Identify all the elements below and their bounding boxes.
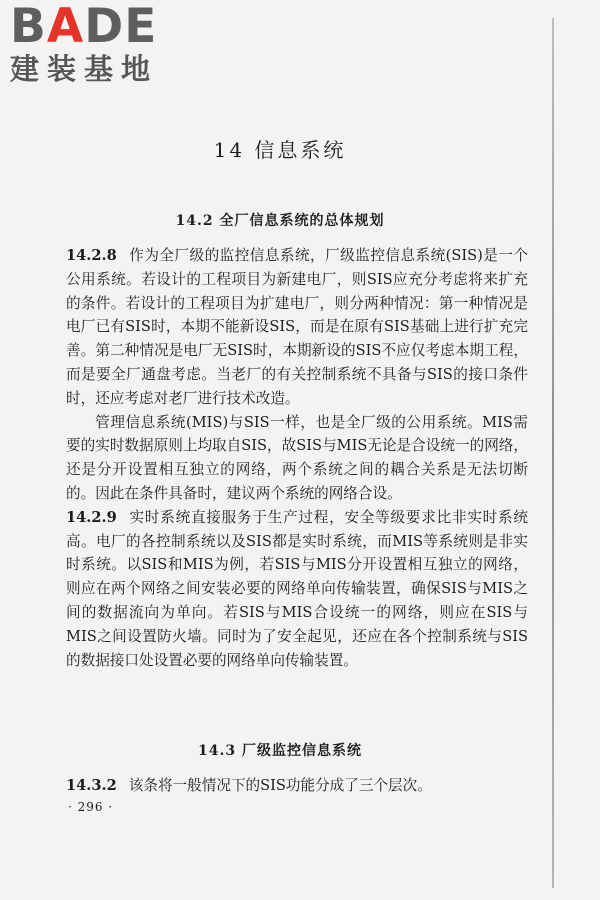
clause-14-2-8-paragraph-2: 管理信息系统(MIS)与SIS一样，也是全厂级的公用系统。MIS需要的实时数据原则上均取自SIS，故SIS与MIS无论是合设统一的网络，还是分开设置相互独立的网络，两个系统之间的耦合关系是无法切断的。因此在条件具备时，建议两个系统的网络合设。: [66, 413, 528, 502]
clause-number: 14.2.9: [66, 508, 117, 526]
logo-brand-suffix: DE: [84, 0, 158, 54]
logo-subtitle: 建装基地: [10, 52, 159, 86]
clause-text: 作为全厂级的监控信息系统，厂级监控信息系统(SIS)是一个公用系统。若设计的工程项目为新建电厂，则SIS应充分考虑将来扩充的条件。若设计的工程项目为扩建电厂，则分两种情况：第一种情况是电厂已有SIS时，本期不能新设SIS，而是在原有SIS基础上进行扩充完善。第二种情况是电厂无SIS时，本期新设的SIS不应仅考虑本期工程，而是要全厂通盘考虑。当老厂的有关控制系统不具备与SIS的接口条件时，还应考虑对老厂进行技术改造。: [66, 247, 528, 407]
clause-text: 实时系统直接服务于生产过程，安全等级要求比非实时系统高。电厂的各控制系统以及SIS都是实时系统，而MIS等系统则是非实时系统。以SIS和MIS为例，若SIS与MIS分开设置相互独立的网络，则应在两个网络之间安装必要的网络单向传输装置，确保SIS与MIS之间的数据流向为单向。若SIS与MIS合设统一的网络，则应在SIS与MIS之间设置防火墙。同时为了安全起见，还应在各个控制系统与SIS的数据接口处设置必要的网络单向传输装置。: [66, 508, 528, 669]
logo-brand-prefix: B: [10, 0, 47, 54]
clause-number: 14.2.8: [66, 247, 117, 264]
clause-14-2-9: [66, 506, 528, 673]
clause-14-2-8: [66, 244, 528, 411]
section-title-14-3: 14.3 厂级监控信息系统: [198, 743, 362, 759]
clause-14-3-2: [66, 774, 528, 798]
bade-logo: [10, 2, 180, 86]
clause-text: 该条将一般情况下的SIS功能分成了三个层次。: [128, 777, 432, 794]
chapter-title: 14 信息系统: [213, 138, 347, 162]
section-14-2-body: [66, 244, 528, 672]
section-title-14-2: 14.2 全厂信息系统的总体规划: [175, 213, 385, 229]
logo-brand-accent: A: [46, 0, 85, 54]
clause-number: 14.3.2: [66, 777, 117, 794]
logo-brand: [10, 2, 180, 52]
section-14-3-body: [66, 774, 528, 798]
page-number: · 296 ·: [68, 800, 114, 814]
